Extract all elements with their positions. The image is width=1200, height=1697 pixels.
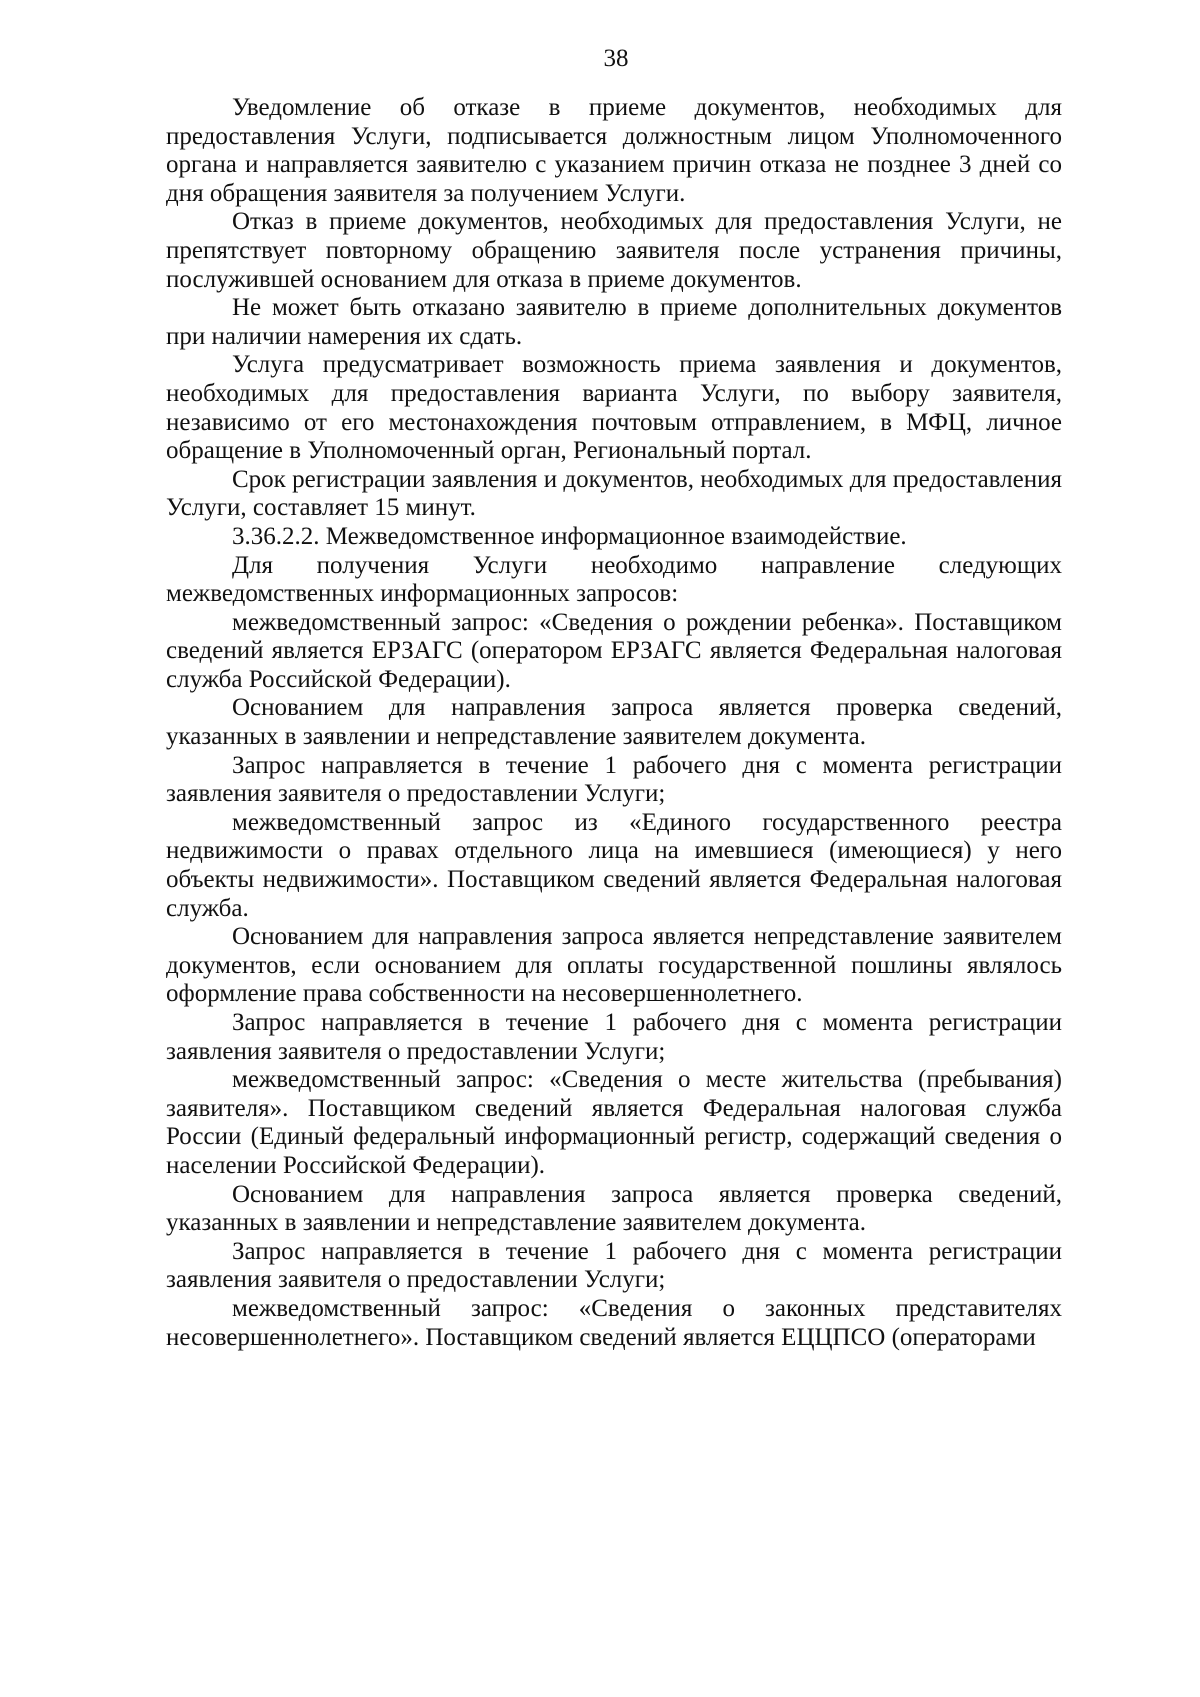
paragraph: Отказ в приеме документов, необходимых для предоставления Услуги, не препятствует повторному обращению заявителя после устранения причины, послужившей основанием для отказа в приеме документов. bbox=[166, 208, 1062, 293]
paragraph: Уведомление об отказе в приеме документов, необходимых для предоставления Услуги, подписывается должностным лицом Уполномоченного органа и направляется заявителю с указанием причин отказа не позднее 3 дней со дня обращения заявителя за получением Услуги. bbox=[166, 94, 1062, 207]
paragraph: межведомственный запрос: «Сведения о законных представителях несовершеннолетнего». Поставщиком сведений является ЕЦЦПСО (операторами bbox=[166, 1294, 1062, 1351]
paragraph: Основанием для направления запроса является непредставление заявителем документов, если основанием для оплаты государственной пошлины являлось оформление права собственности на несовершеннолетнего. bbox=[166, 923, 1062, 1008]
paragraph: Запрос направляется в течение 1 рабочего дня с момента регистрации заявления заявителя о предоставлении Услуги; bbox=[166, 1009, 1062, 1065]
paragraph: Не может быть отказано заявителю в приеме дополнительных документов при наличии намерения их сдать. bbox=[166, 294, 1062, 350]
page-number: 38 bbox=[603, 45, 629, 72]
paragraph: Основанием для направления запроса является проверка сведений, указанных в заявлении и непредставление заявителем документа. bbox=[166, 1180, 1062, 1237]
paragraph: межведомственный запрос из «Единого государственного реестра недвижимости о правах отдельного лица на имевшиеся (имеющиеся) у него объекты недвижимости». Поставщиком сведений является Федеральная налоговая служба. bbox=[166, 808, 1062, 922]
paragraph: Запрос направляется в течение 1 рабочего дня с момента регистрации заявления заявителя о предоставлении Услуги; bbox=[166, 751, 1062, 808]
paragraph: Для получения Услуги необходимо направление следующих межведомственных информационных запросов: bbox=[166, 551, 1062, 608]
paragraph: межведомственный запрос: «Сведения о месте жительства (пребывания) заявителя». Поставщиком сведений является Федеральная налоговая служба России (Единый федеральный информационный регистр, содержащий сведения о населении Российской Федерации). bbox=[166, 1066, 1062, 1179]
paragraph: Услуга предусматривает возможность приема заявления и документов, необходимых для предоставления варианта Услуги, по выбору заявителя, независимо от его местонахождения почтовым отправлением, в МФЦ, личное обращение в Уполномоченный орган, Региональный портал. bbox=[166, 351, 1062, 465]
paragraph: Срок регистрации заявления и документов, необходимых для предоставления Услуги, составляет 15 минут. bbox=[166, 465, 1062, 522]
document-body bbox=[166, 94, 1062, 1352]
paragraph: Запрос направляется в течение 1 рабочего дня с момента регистрации заявления заявителя о предоставлении Услуги; bbox=[166, 1237, 1062, 1294]
paragraph: Основанием для направления запроса является проверка сведений, указанных в заявлении и непредставление заявителем документа. bbox=[166, 694, 1062, 751]
section-heading: 3.36.2.2. Межведомственное информационное взаимодействие. bbox=[232, 522, 907, 550]
paragraph: межведомственный запрос: «Сведения о рождении ребенка». Поставщиком сведений является ЕРЗАГС (оператором ЕРЗАГС является Федеральная налоговая служба Российской Федерации). bbox=[166, 608, 1062, 693]
